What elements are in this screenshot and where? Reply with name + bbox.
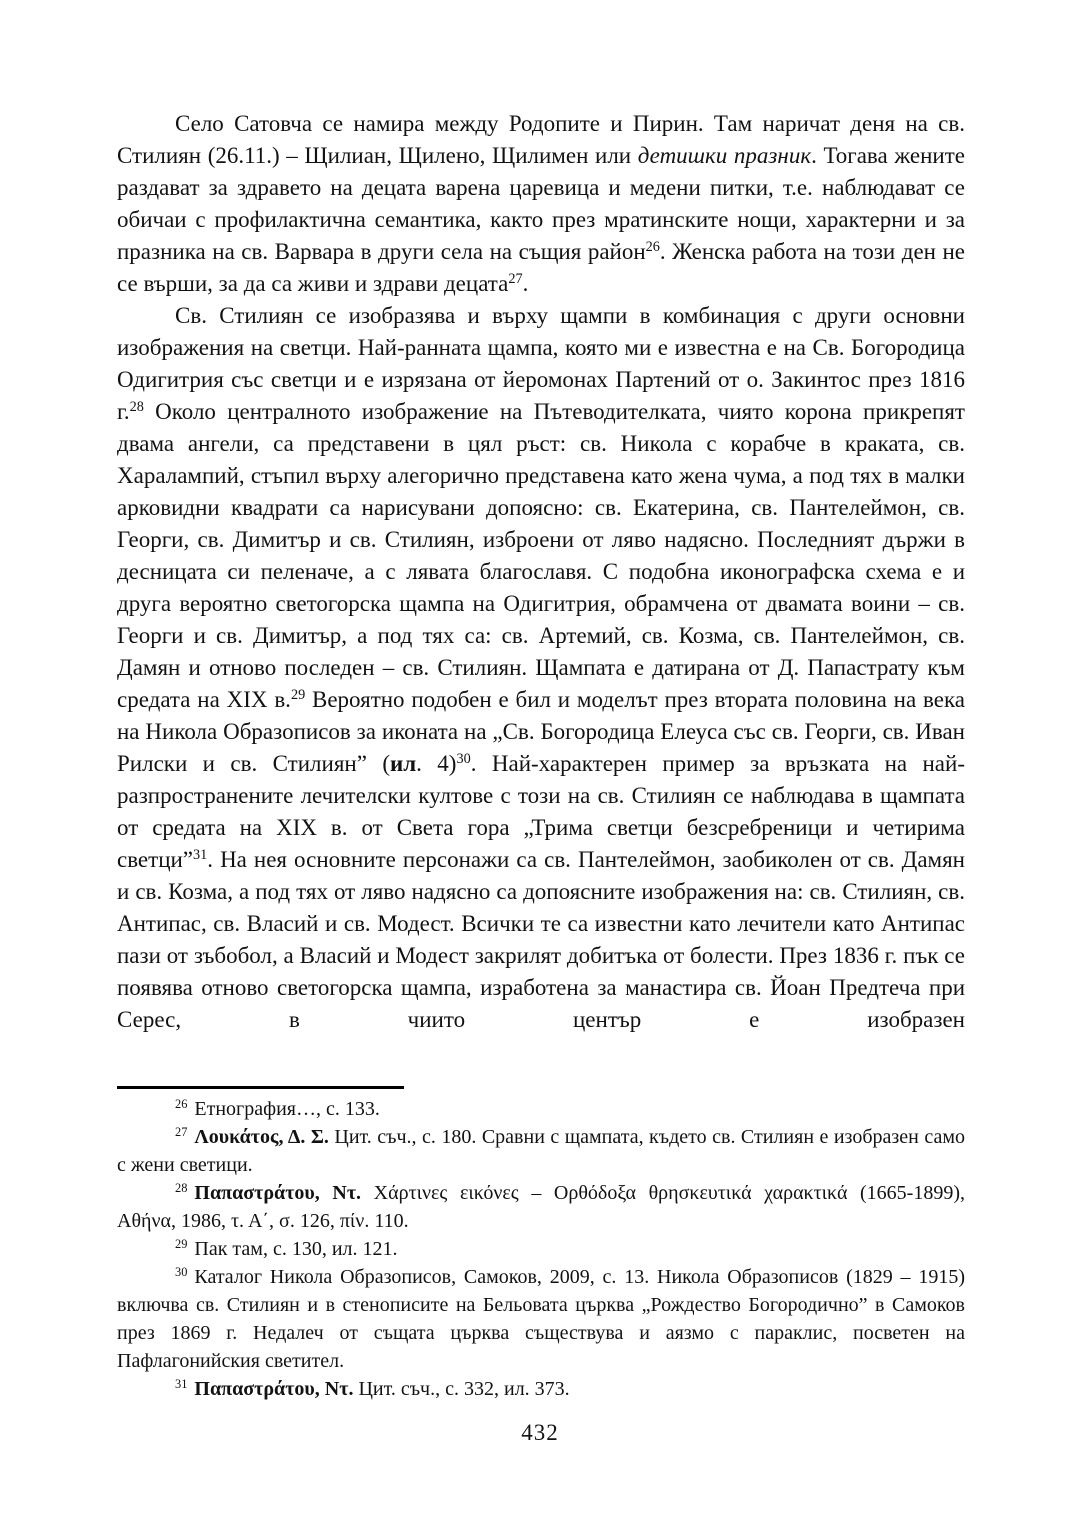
body-text (117, 108, 965, 1036)
footnote-28 (117, 1179, 965, 1235)
footnote-marker: 31 (175, 1377, 188, 1392)
footnote-text: Λουκάτος, Δ. Σ. Цит. съч., с. 180. Сравни с щампата, където св. Стилиян е изобразен само с жени светици. (117, 1126, 965, 1176)
footnote-31 (117, 1375, 965, 1403)
footnote-marker: 27 (175, 1125, 188, 1140)
footnotes-section (117, 1095, 965, 1403)
footnote-text: Пак там, с. 130, ил. 121. (194, 1238, 398, 1260)
footnote-26 (117, 1095, 965, 1123)
footnote-text: Каталог Никола Образописов, Самоков, 2009, с. 13. Никола Образописов (1829 – 1915) включва св. Стилиян и в стенописите на Бельовата църква „Рождество Богородично” в Самоков през 1869 г. Недалеч от същата църква съществува и аязмо с параклис, посветен на Пафлагонийския светител. (117, 1266, 965, 1372)
paragraph-intro: Село Сатовча се намира между Родопите и Пирин. Там наричат деня на св. Стилиян (26.11.) – Щилиан, Щилено, Щилимен или детишки празник. Тогава жените раздават за здравето на децата варена царевица и медени питки, т.е. наблюдават се обичаи с профилактична семантика, както през мратинските нощи, характерни и за празника на св. Варвара в други села на същия район$^{26}$. Женска работа на този ден не се върши, за да са живи и здрави децата$^{27}$. (117, 111, 965, 296)
page-number: 432 (521, 1420, 559, 1445)
page-footer (0, 1420, 1080, 1446)
footnote-text: Етнография…, с. 133. (194, 1098, 380, 1120)
footnote-29 (117, 1235, 965, 1263)
footnote-marker: 29 (175, 1237, 188, 1252)
footnote-separator (117, 1086, 404, 1089)
footnote-30 (117, 1263, 965, 1375)
paragraph-main: Св. Стилиян се изобразява и върху щампи в комбинация с други основни изображения на светци. Най-ранната щампа, която ми е известна е на Св. Богородица Одигитрия със светци и е изрязана от йеромонах Партений от о. Закинтос през 1816 г.$^{28}$ Около централното изображение на Пътеводителката, чиято корона прикрепят двама ангели, са представени в цял ръст: св. Никола с корабче в краката, св. Харалампий, стъпил върху алегорично представена като жена чума, а под тях в малки арковидни квадрати са нарисувани допоясно: св. Екатерина, св. Пантелеймон, св. Георги, св. Димитър и св. Стилиян, изброени от ляво надясно. Последният държи в десницата си пеленаче, а с лявата благославя. С подобна иконографска схема е и друга вероятно светогорска щампа на Одигитрия, обрамчена от двамата воини – св. Георги и св. Димитър, а под тях са: св. Артемий, св. Козма, св. Пантелеймон, св. Дамян и отново последен – св. Стилиян. Щампата е датирана от Д. Папастрату към средата на XIX в.$^{29}$ Вероятно подобен е бил и моделът през втората половина на века на Никола Образописов за иконата на „Св. Богородица Елеуса със св. Георги, св. Иван Рилски и св. Стилиян” (ил. 4)$^{30}$. Най-характерен пример за връзката на най-разпространените лечителски култове с този на св. Стилиян се наблюдава в щампата от средата на XIX в. от Света гора „Трима светци безсребреници и четирима светци”$^{31}$. На нея основните персонажи са св. Пантелеймон, заобиколен от св. Дамян и св. Козма, а под тях от ляво надясно са допоясните изображения на: св. Стилиян, св. Антипас, св. Власий и св. Модест. Всички те са известни като лечители като Антипас пази от зъбобол, а Власий и Модест закрилят добитъка от болести. През 1836 г. пък се появява отново светогорска щампа, изработена за манастира св. Йоан Предтеча при Серес, в чиито център е изобразен (117, 303, 965, 1032)
footnote-marker: 28 (175, 1181, 188, 1196)
footnote-marker: 30 (175, 1265, 188, 1280)
footnote-text: Παπαστράτου, Ντ. Цит. съч., с. 332, ил. 373. (194, 1378, 570, 1400)
footnote-marker: 26 (175, 1097, 188, 1112)
footnote-27 (117, 1123, 965, 1179)
footnote-text: Παπαστράτου, Ντ. Χάρτινες εικόνες – Ορθόδοξα θρησκευτικά χαρακτικά (1665-1899), Αθήνα, 1986, τ. Α΄, σ. 126, πίν. 110. (117, 1182, 965, 1232)
